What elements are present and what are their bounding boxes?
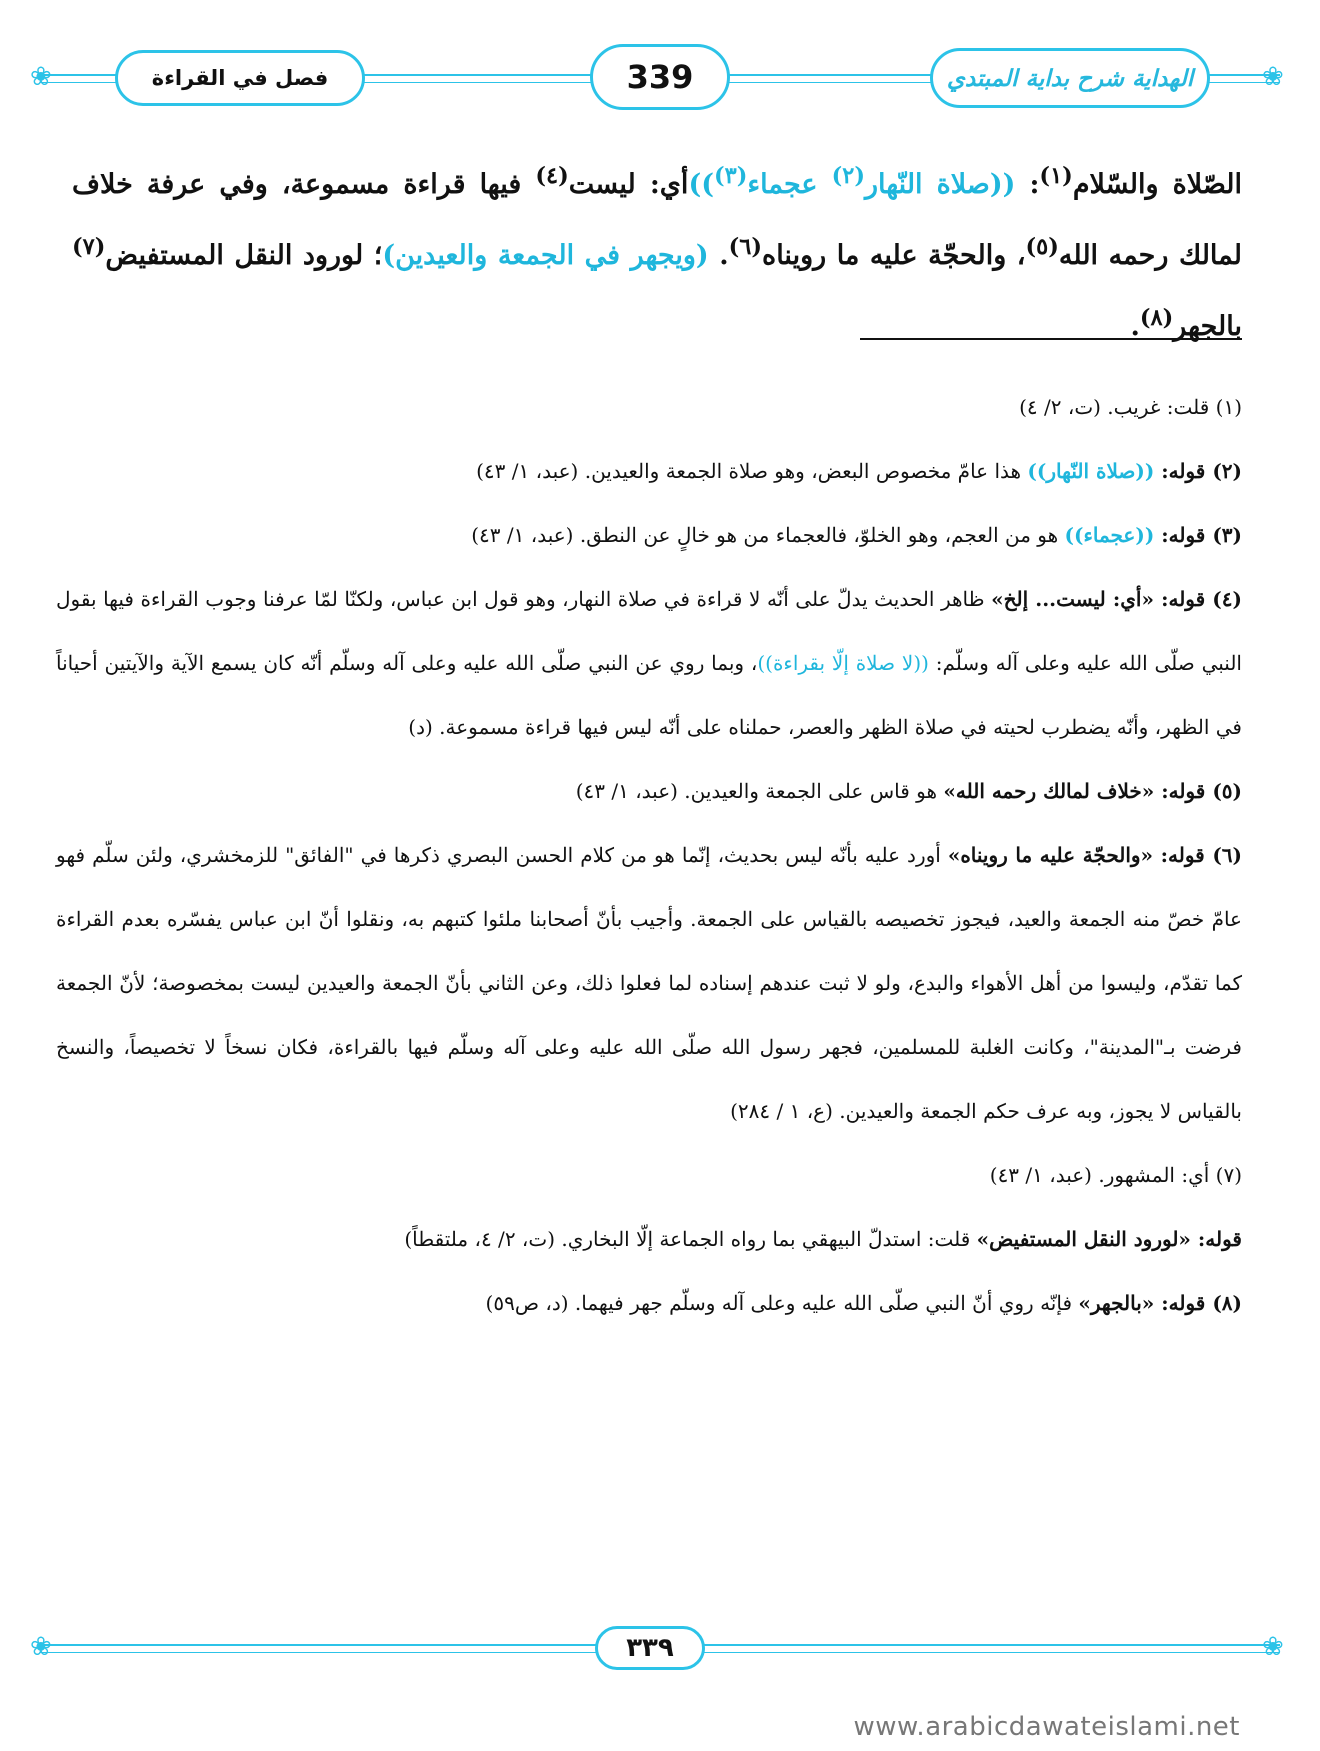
footnote-separator [860,338,1242,340]
footnote-2: (٢) قوله: ((صلاة النّهار)) هذا عامّ مخصوص البعض، وهو صلاة الجمعة والعيدين. (عبد، ١/ ٤٣) [476,459,1242,483]
section-title: فصل في القراءة [115,50,365,106]
footnote-7b: قوله: «لورود النقل المستفيض» قلت: استدلّ البيهقي بما رواه الجماعة إلّا البخاري. (ت، ٢/ ٤، ملتقطاً) [404,1227,1242,1251]
footnote-1: (١) قلت: غريب. (ت، ٢/ ٤) [1019,395,1242,419]
ornament-right-icon: ❀ [1262,62,1284,92]
footnote-3: (٣) قوله: ((عجماء)) هو من العجم، وهو الخلوّ، فالعجماء من هو خالٍ عن النطق. (عبد، ١/ ٤٣) [471,523,1242,547]
page-header [0,0,1320,150]
ornament-left-icon: ❀ [30,62,52,92]
website-link[interactable]: www.arabicdawateislami.net [853,1712,1240,1742]
footnotes [56,375,1242,1335]
footnote-4: (٤) قوله: «أي: ليست... إلخ» ظاهر الحديث يدلّ على أنّه لا قراءة في صلاة النهار، وهو قول ابن عباس، ولكنّا لمّا عرفنا وجوب القراءة فيها بقول النبي صلّى الله عليه وعلى آله وسلّم: ((لا صلاة إلّا بقراءة))، وبما روي عن النبي صلّى الله عليه وعلى آله وسلّم أنّه كان يسمع الآية والآيتين أحياناً في الظهر، وأنّه يضطرب لحيته في صلاة الظهر والعصر، حملناه على أنّه ليس فيها قراءة مسموعة. (د) [56,587,1242,739]
footnote-6: (٦) قوله: «والحجّة عليه ما رويناه» أورد عليه بأنّه ليس بحديث، إنّما هو من كلام الحسن البصري ذكرها في "الفائق" للزمخشري، ولئن سلّم فهو عامّ خصّ منه الجمعة والعيد، فيجوز تخصيصه بالقياس على الجمعة. وأجيب بأنّ أصحابنا ملئوا كتبهم به، ونقلوا أنّ ابن عباس يفسّره بعدم القراءة كما تقدّم، وليسوا من أهل الأهواء والبدع، ولو لا ثبت عندهم إسناده لما فعلوا ذلك، وعن الثاني بأنّ الجمعة والعيدين ليست بمخصوصة؛ لأنّ الجمعة فرضت بـ"المدينة"، وكانت الغلبة للمسلمين، فجهر رسول الله صلّى الله عليه وعلى آله وسلّم فيها بالقراءة، فكان نسخاً لا تخصيصاً، والنسخ بالقياس لا يجوز، وبه عرف حكم الجمعة والعيدين. (ع، ١ / ٢٨٤) [56,843,1242,1123]
footnote-7: (٧) أي: المشهور. (عبد، ١/ ٤٣) [989,1163,1242,1187]
page-number: 339 [590,44,730,110]
footnote-5: (٥) قوله: «خلاف لمالك رحمه الله» هو قاس على الجمعة والعيدين. (عبد، ١/ ٤٣) [575,779,1242,803]
footer-ornament-left-icon: ❀ [30,1632,52,1662]
page-footer [0,1610,1320,1680]
footer-ornament-right-icon: ❀ [1262,1632,1284,1662]
footnote-8: (٨) قوله: «بالجهر» فإنّه روي أنّ النبي صلّى الله عليه وعلى آله وسلّم جهر فيهما. (د، ص٥٩) [485,1291,1242,1315]
footer-page-number: ٣٣٩ [595,1626,705,1670]
book-title: الهداية شرح بداية المبتدي [930,48,1210,108]
main-text: الصّلاة والسّلام$^{(١)}$: ((صلاة النّهار$^{(٢)}$ عجماء$^{(٣)}$))أي: ليست$^{(٤)}$ فيها قراءة مسموعة، وفي عرفة خلاف لمالك رحمه الله$^{(٥)}$، والحجّة عليه ما رويناه$^{(٦)}$. (ويجهر في الجمعة والعيدين)؛ لورود النقل المستفيض$^{(٧)}$ بالجهر$^{(٨)}$. [72,163,1242,342]
